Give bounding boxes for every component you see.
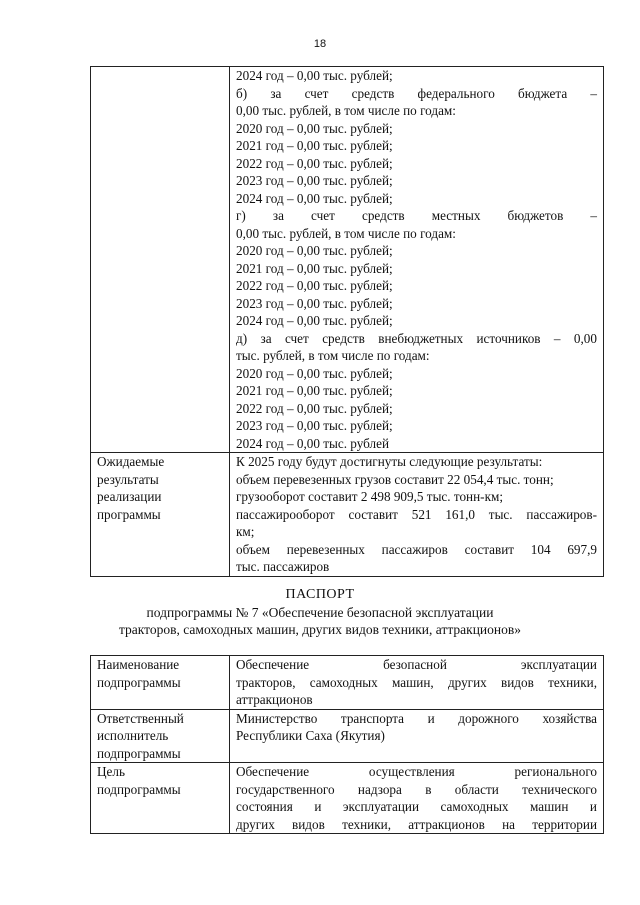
funding-line: 2023 год – 0,00 тыс. рублей; <box>236 295 393 311</box>
funding-line: 2024 год – 0,00 тыс. рублей; <box>236 68 393 83</box>
results-line: объем перевезенных пассажиров составит 104 697,9 <box>236 541 597 557</box>
results-line: К 2025 году будут достигнуты следующие результаты: <box>236 454 543 469</box>
row-line: Министерство транспорта и дорожного хозяйства <box>236 710 597 726</box>
executor-content-cell <box>230 709 604 763</box>
funding-line: 2021 год – 0,00 тыс. рублей; <box>236 138 393 153</box>
row-line: тракторов, самоходных машин, других видов техники, <box>236 674 597 690</box>
table-row <box>91 709 604 763</box>
name-label-cell <box>91 656 230 710</box>
passport-subtitle-line: тракторов, самоходных машин, других видов техники, аттракционов» <box>118 622 521 637</box>
funding-line: 2022 год – 0,00 тыс. рублей; <box>236 155 393 171</box>
funding-line: 2024 год – 0,00 тыс. рублей <box>236 435 390 451</box>
subprogram-table <box>90 655 604 834</box>
funding-line: 2020 год – 0,00 тыс. рублей; <box>236 365 393 381</box>
row-line: аттракционов <box>236 692 313 707</box>
results-line: пассажирооборот составит 521 161,0 тыс. пассажиров- <box>236 506 597 522</box>
name-content-cell <box>230 656 604 710</box>
funding-line: 2021 год – 0,00 тыс. рублей; <box>236 383 393 398</box>
goal-label-cell <box>91 763 230 834</box>
funding-line: 0,00 тыс. рублей, в том числе по годам: <box>236 225 456 241</box>
row-label-line: исполнитель <box>97 728 169 743</box>
funding-line: 2020 год – 0,00 тыс. рублей; <box>236 120 393 136</box>
table-row <box>91 656 604 710</box>
row-line: Обеспечение безопасной эксплуатации <box>236 657 597 672</box>
funding-line: 2024 год – 0,00 тыс. рублей; <box>236 190 393 206</box>
funding-label-cell <box>91 67 230 453</box>
executor-label-cell <box>91 709 230 763</box>
row-label-line: подпрограммы <box>97 745 181 761</box>
results-content-cell <box>230 453 604 577</box>
row-line: состояния и эксплуатации самоходных машин и <box>236 799 597 814</box>
goal-content-cell <box>230 763 604 834</box>
results-label-line: Ожидаемые <box>97 454 165 469</box>
row-line: Обеспечение осуществления регионального <box>236 764 597 779</box>
row-label-line: подпрограммы <box>97 674 181 690</box>
funding-line: 0,00 тыс. рублей, в том числе по годам: <box>236 103 456 118</box>
row-label-line: Наименование <box>97 657 180 672</box>
table-row <box>91 67 604 453</box>
funding-line: тыс. рублей, в том числе по годам: <box>236 348 430 363</box>
funding-line: д) за счет средств внебюджетных источников – 0,00 <box>236 330 597 346</box>
table-row <box>91 763 604 834</box>
results-label-line: реализации <box>97 489 162 504</box>
funding-line: г) за счет средств местных бюджетов – <box>236 208 597 223</box>
funding-line: б) за счет средств федерального бюджета – <box>236 85 597 101</box>
results-line: км; <box>236 524 255 539</box>
results-line: грузооборот составит 2 498 909,5 тыс. тонн-км; <box>236 489 503 504</box>
results-line: объем перевезенных грузов составит 22 054,4 тыс. тонн; <box>236 471 554 487</box>
passport-subtitle-line: подпрограммы № 7 «Обеспечение безопасной эксплуатации <box>146 604 494 620</box>
row-line: государственного надзора в области технического <box>236 781 597 797</box>
results-line: тыс. пассажиров <box>236 559 330 574</box>
results-label-line: программы <box>97 506 161 522</box>
funding-line: 2022 год – 0,00 тыс. рублей; <box>236 278 393 293</box>
row-label-line: подпрограммы <box>97 781 181 797</box>
funding-content-cell <box>230 67 604 453</box>
row-label-line: Цель <box>97 764 125 779</box>
funding-line: 2023 год – 0,00 тыс. рублей; <box>236 173 393 188</box>
funding-line: 2022 год – 0,00 тыс. рублей; <box>236 400 393 416</box>
passport-heading <box>0 586 640 639</box>
funding-line: 2023 год – 0,00 тыс. рублей; <box>236 418 393 433</box>
table-row <box>91 453 604 577</box>
funding-table <box>90 66 604 577</box>
results-label-cell <box>91 453 230 577</box>
results-label-line: результаты <box>97 471 159 487</box>
row-label-line: Ответственный <box>97 710 184 726</box>
funding-line: 2021 год – 0,00 тыс. рублей; <box>236 260 393 276</box>
funding-line: 2020 год – 0,00 тыс. рублей; <box>236 243 393 258</box>
funding-line: 2024 год – 0,00 тыс. рублей; <box>236 313 393 328</box>
passport-title: ПАСПОРТ <box>285 587 355 602</box>
row-line: Республики Саха (Якутия) <box>236 728 385 743</box>
page-number: 18 <box>313 38 327 50</box>
row-line: других видов техники, аттракционов на территории <box>236 816 597 832</box>
